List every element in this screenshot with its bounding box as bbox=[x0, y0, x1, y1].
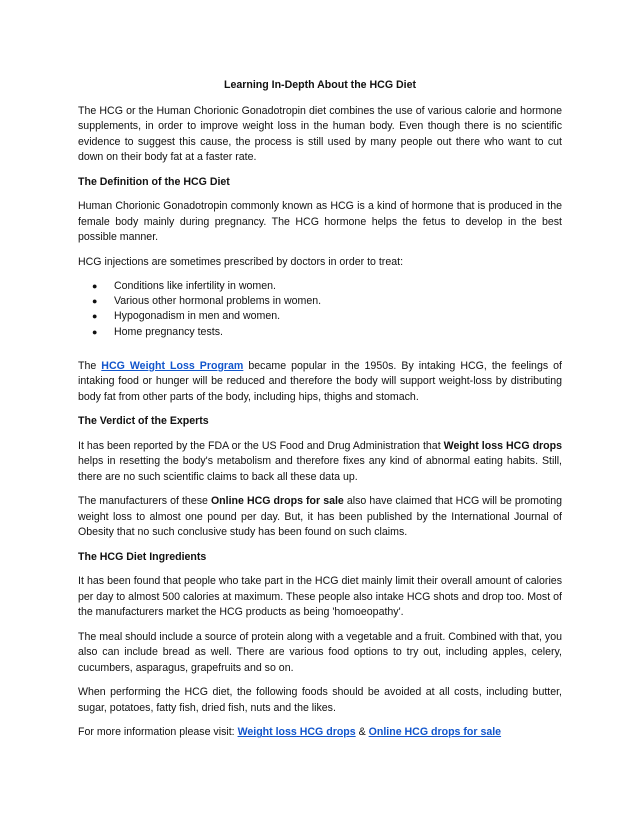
more-info-text: For more information please visit: bbox=[78, 726, 238, 739]
ingredients-paragraph-3: When performing the HCG diet, the following foods should be avoided at all costs, including butter, sugar, potatoes, fatty fish, dried fish, nuts and the likes. bbox=[78, 686, 562, 714]
manufacturers-text-after: also have claimed that HCG will be promoting weight loss to almost one pound per day. But, it has been published by the International Journal of Obesity that no such conclusive study has been found on such claims. bbox=[78, 495, 562, 539]
weight-loss-hcg-drops-link[interactable]: Weight loss HCG drops bbox=[237, 726, 356, 739]
list-item-text: Various other hormonal problems in women. bbox=[114, 295, 322, 308]
ingredients-paragraph-2: The meal should include a source of protein along with a vegetable and a fruit. Combined with that, you also can include bread as well. There are various food options to try out, including apples, celery, cucumbers, asparagus, grapefruits and so on. bbox=[78, 630, 562, 674]
treatment-list bbox=[78, 279, 562, 340]
verdict-text-after: helps in resetting the body's metabolism and therefore fixes any kind of abnormal eating habits. Still, there are no such scientific claims to back all these data up. bbox=[78, 455, 562, 483]
list-item bbox=[92, 325, 562, 340]
bullet-icon: ● bbox=[92, 281, 98, 291]
bullet-icon: ● bbox=[92, 296, 98, 307]
bullet-icon: ● bbox=[92, 326, 98, 337]
list-item-text: Hypogonadism in men and women. bbox=[114, 310, 281, 323]
program-paragraph bbox=[78, 359, 562, 406]
online-hcg-drops-link[interactable]: Online HCG drops for sale bbox=[368, 726, 502, 739]
list-item bbox=[92, 309, 562, 324]
list-item-text: Conditions like infertility in women. bbox=[114, 280, 276, 292]
intro-paragraph: The HCG or the Human Chorionic Gonadotropin diet combines the use of various calorie and hormone supplements, in order to improve weight loss in the human body. Even though there is no scientific evidence to suggest this cause, the process is still used by many people out there who want to cut down on their body fat at a faster rate. bbox=[78, 104, 562, 163]
definition-paragraph-2: HCG injections are sometimes prescribed by doctors in order to treat: bbox=[78, 255, 404, 268]
verdict-paragraph-1 bbox=[78, 439, 562, 486]
hcg-weight-loss-program-link[interactable]: HCG Weight Loss Program bbox=[101, 359, 244, 372]
list-item-text: Home pregnancy tests. bbox=[114, 325, 223, 338]
definition-paragraph-1: Human Chorionic Gonadotropin commonly known as HCG is a kind of hormone that is produced in the female body mainly during pregnancy. The HCG hormone helps the fetus to develop in the best possible manner. bbox=[78, 200, 562, 243]
verdict-text-before: It has been reported by the FDA or the US Food and Drug Administration that bbox=[78, 439, 444, 452]
definition-heading: The Definition of the HCG Diet bbox=[78, 175, 230, 188]
program-text-before: The bbox=[78, 359, 102, 372]
program-text-after: became popular in the 1950s. By intaking HCG, the feelings of intaking food or hunger will be reduced and therefore the body will support weight-loss by distributing body fat from other parts of the body, including hips, thighs and stomach. bbox=[78, 359, 563, 403]
bullet-icon: ● bbox=[92, 311, 98, 322]
more-info-paragraph bbox=[78, 725, 562, 741]
manufacturers-text-before: The manufacturers of these bbox=[78, 495, 211, 508]
verdict-heading: The Verdict of the Experts bbox=[78, 415, 209, 428]
online-hcg-drops-bold: Online HCG drops for sale bbox=[210, 495, 344, 508]
document-title: Learning In-Depth About the HCG Diet bbox=[223, 79, 417, 91]
verdict-paragraph-2 bbox=[78, 494, 562, 541]
weight-loss-hcg-drops-bold: Weight loss HCG drops bbox=[443, 439, 563, 452]
ampersand-text: & bbox=[355, 726, 369, 739]
ingredients-heading: The HCG Diet Ingredients bbox=[78, 550, 207, 563]
ingredients-paragraph-1: It has been found that people who take part in the HCG diet mainly limit their overall amount of calories per day to almost 500 calories at maximum. These people also intake HCG shots and drop too. Most of the manufacturers market the HCG products as being 'homoeopathy'. bbox=[78, 575, 562, 619]
list-item bbox=[92, 279, 562, 294]
list-item bbox=[92, 294, 562, 309]
